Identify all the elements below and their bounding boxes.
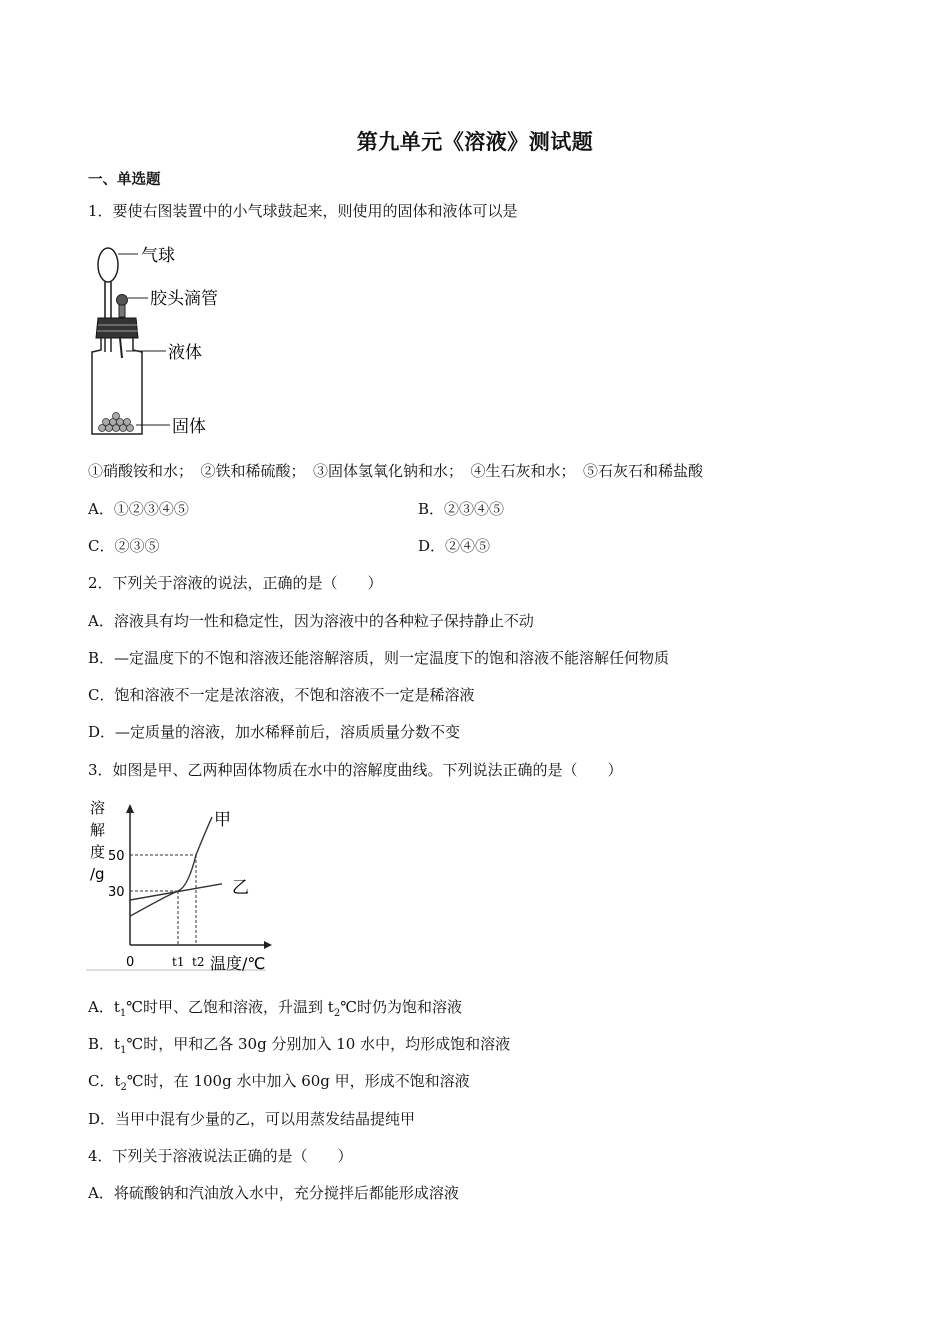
x-axis-arrow xyxy=(264,941,272,949)
x-axis-label: 温度/℃ xyxy=(210,954,266,973)
q3-option-b: B．$t_1℃$时，甲和乙各 30g 分别加入 10 水中，均形成饱和溶液 xyxy=(88,1035,511,1056)
y-axis-label-char: 解 xyxy=(90,821,106,839)
q2-option-d: D．—定质量的溶液，加水稀释前后，溶质质量分数不变 xyxy=(88,723,461,741)
q2-option-b: B．—定温度下的不饱和溶液还能溶解溶质，则一定温度下的饱和溶液不能溶解任何物质 xyxy=(88,649,670,667)
page-title: 第九单元《溶液》测试题 xyxy=(356,130,594,154)
x-tick-label-t1: t1 xyxy=(172,955,185,969)
section-heading: 一、单选题 xyxy=(88,172,161,188)
label-solid: 固体 xyxy=(172,417,206,437)
q2-option-a: A．溶液具有均一性和稳定性，因为溶液中的各种粒子保持静止不动 xyxy=(88,612,534,630)
q2-option-c: C．饱和溶液不一定是浓溶液，不饱和溶液不一定是稀溶液 xyxy=(88,686,475,704)
q4-option-a: A．将硫酸钠和汽油放入水中，充分搅拌后都能形成溶液 xyxy=(88,1184,459,1202)
series-jia-label: 甲 xyxy=(214,810,231,830)
series-yi-line xyxy=(130,884,222,900)
q4-stem: 4．下列关于溶液说法正确的是（ ） xyxy=(88,1147,353,1165)
label-liquid: 液体 xyxy=(168,343,202,363)
rubber-stopper xyxy=(96,318,138,338)
y-axis-label-char: /g xyxy=(90,865,105,883)
q3-option-a: A．$t_1℃$时甲、乙饱和溶液，升温到 $t_2℃$时仍为饱和溶液 xyxy=(88,998,462,1019)
q3-option-d: D．当甲中混有少量的乙，可以用蒸发结晶提纯甲 xyxy=(88,1110,416,1128)
y-axis-label-char: 溶 xyxy=(90,799,106,817)
y-tick-label: 50 xyxy=(108,849,125,864)
solubility-chart xyxy=(86,795,276,975)
y-axis-label-char: 度 xyxy=(90,843,106,861)
q2-stem: 2．下列关于溶液的说法，正确的是（ ） xyxy=(88,574,383,592)
label-dropper: 胶头滴管 xyxy=(150,289,218,309)
solid-pellets xyxy=(99,413,134,432)
series-yi-label: 乙 xyxy=(232,878,249,898)
label-balloon: 气球 xyxy=(141,246,175,266)
x-tick-label-t2: t2 xyxy=(192,955,205,969)
q1-option-a: A．①②③④⑤ xyxy=(88,500,189,518)
q1-option-c: C．②③⑤ xyxy=(88,537,160,555)
x-origin-label: 0 xyxy=(126,955,135,970)
q3-option-c: C．$t_2℃$时，在 100g 水中加入 60g 甲，形成不饱和溶液 xyxy=(88,1072,470,1093)
y-axis-arrow xyxy=(126,804,134,813)
q1-items: ①硝酸铵和水； ②铁和稀硫酸； ③固体氢氧化钠和水； ④生石灰和水； ⑤石灰石和稀盐酸 xyxy=(88,462,704,480)
balloon-shape xyxy=(98,248,118,282)
q1-stem: 1．要使右图装置中的小气球鼓起来，则使用的固体和液体可以是 xyxy=(88,202,518,220)
y-tick-label: 30 xyxy=(108,885,125,900)
series-jia-line xyxy=(130,817,212,916)
q1-option-d: D．②④⑤ xyxy=(418,537,491,555)
balloon-apparatus-figure xyxy=(86,240,236,440)
dropper-bulb xyxy=(117,295,128,306)
q1-option-b: B．②③④⑤ xyxy=(418,500,505,518)
q3-stem: 3．如图是甲、乙两种固体物质在水中的溶解度曲线。下列说法正确的是（ ） xyxy=(88,761,623,779)
